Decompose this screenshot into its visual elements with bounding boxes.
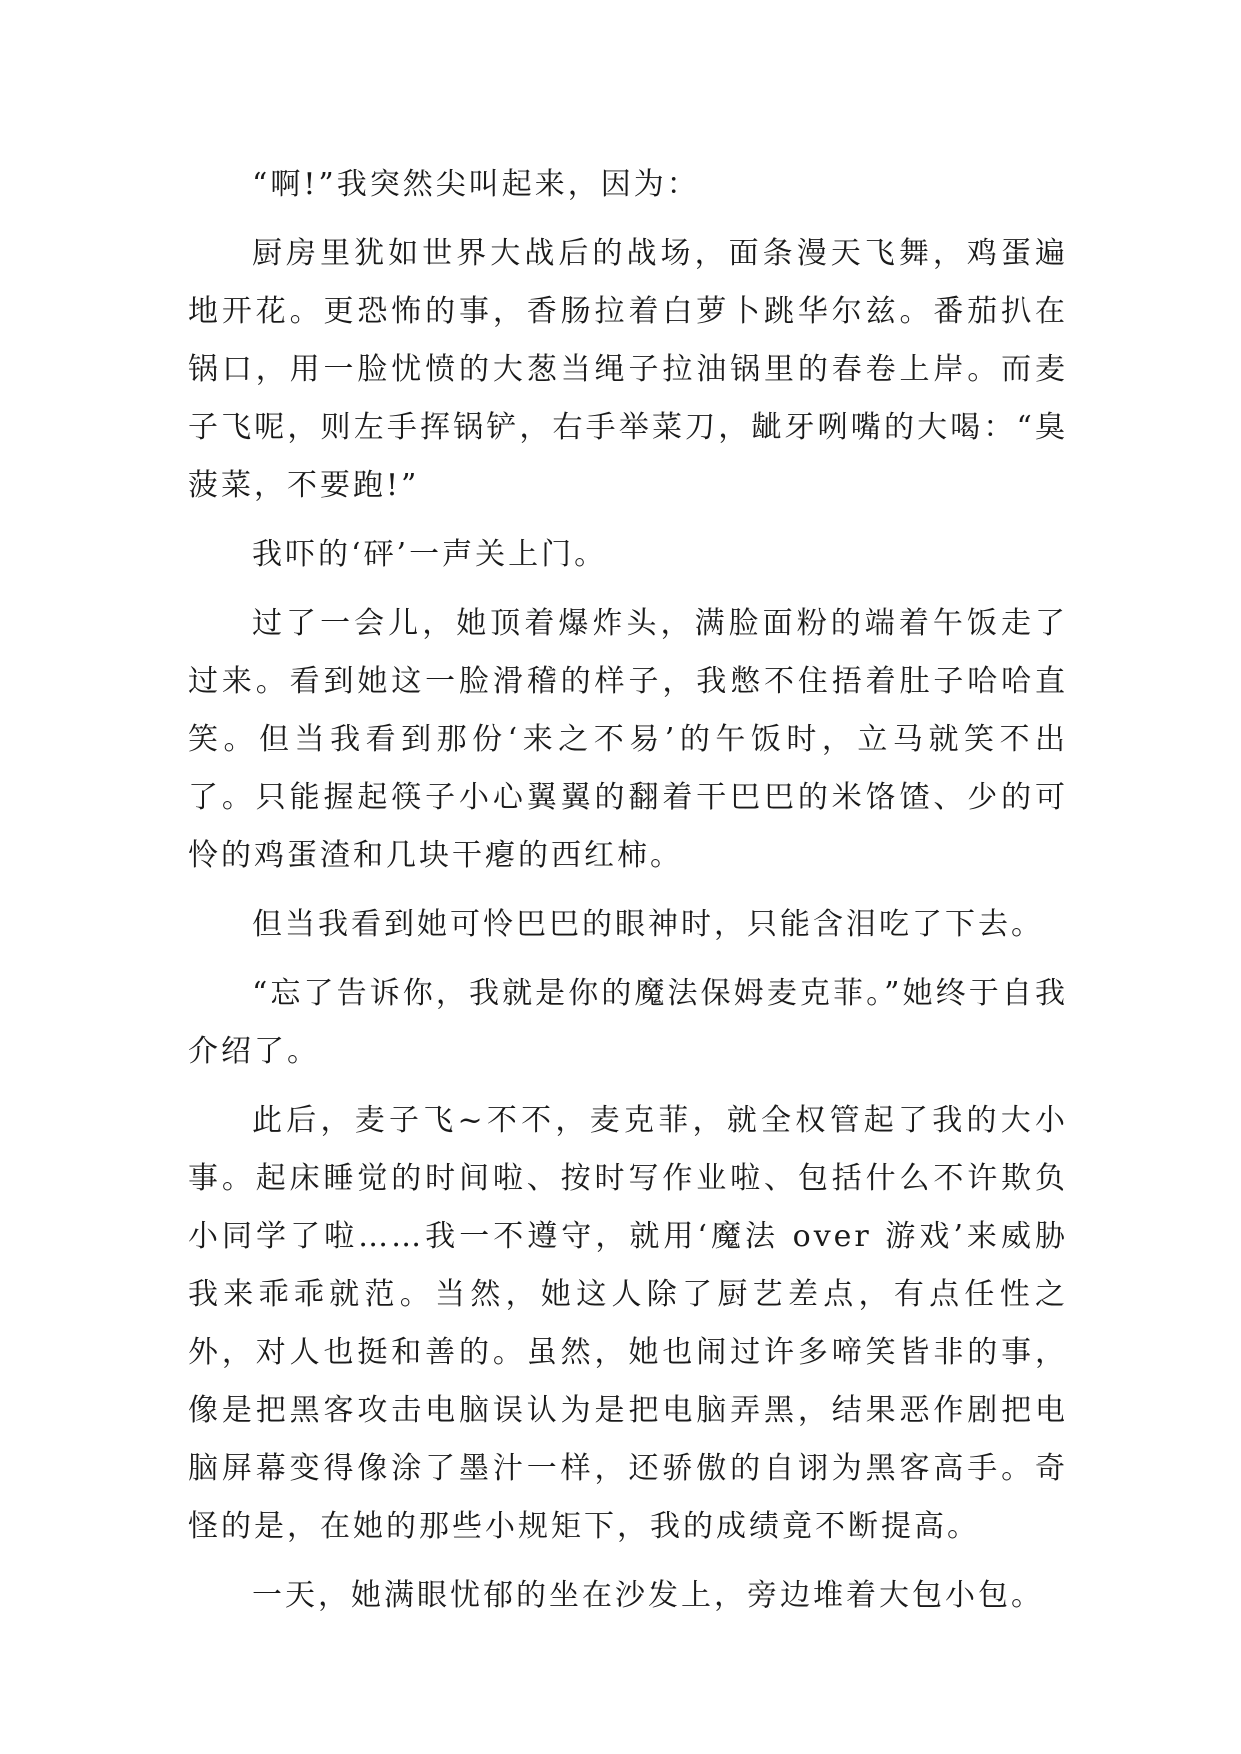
paragraph-sad-day: 一天，她满眼忧郁的坐在沙发上，旁边堆着大包小包。 [252, 1578, 1044, 1613]
paragraph-rules: 此后，麦子飞~不不，麦克菲，就全权管起了我的大小事。起床睡觉的时间啦、按时写作业啦、包括什么不许欺负小同学了啦……我一不遵守，就用‘魔法 over 游戏’来威胁我来乖乖就范。当然，她这人除了厨艺差点，有点任性之外，对人也挺和善的。虽然，她也闹过许多啼笑皆非的事，像是把黑客攻击电脑误认为是把电脑弄黑，结果恶作剧把电脑屏幕变得像涂了墨汁一样，还骄傲的自诩为黑客高手。奇怪的是，在她的那些小规矩下，我的成绩竟不断提高。 [188, 1103, 1068, 1544]
paragraph-introduction: “忘了告诉你，我就是你的魔法保姆麦克菲。”她终于自我介绍了。 [188, 976, 1068, 1069]
paragraph-door-slam: 我吓的‘砰’一声关上门。 [252, 537, 608, 572]
paragraph-scream: “啊!”我突然尖叫起来，因为： [252, 167, 700, 202]
paragraph-lunch: 过了一会儿，她顶着爆炸头，满脸面粉的端着午饭走了过来。看到她这一脸滑稽的样子，我憋不住捂着肚子哈哈直笑。但当我看到那份‘来之不易’的午饭时，立马就笑不出了。只能握起筷子小心翼翼的翻着干巴巴的米饹馇、少的可怜的鸡蛋渣和几块干瘪的西红柿。 [188, 606, 1068, 873]
paragraph-kitchen-chaos: 厨房里犹如世界大战后的战场，面条漫天飞舞，鸡蛋遍地开花。更恐怖的事，香肠拉着白萝卜跳华尔兹。番茄扒在锅口，用一脸忧愤的大葱当绳子拉油锅里的春卷上岸。而麦子飞呢，则左手挥锅铲，右手举菜刀，龇牙咧嘴的大喝：“臭菠菜，不要跑!” [188, 236, 1068, 503]
body-text [188, 156, 1068, 1636]
paragraph-eating: 但当我看到她可怜巴巴的眼神时，只能含泪吃了下去。 [252, 907, 1044, 942]
